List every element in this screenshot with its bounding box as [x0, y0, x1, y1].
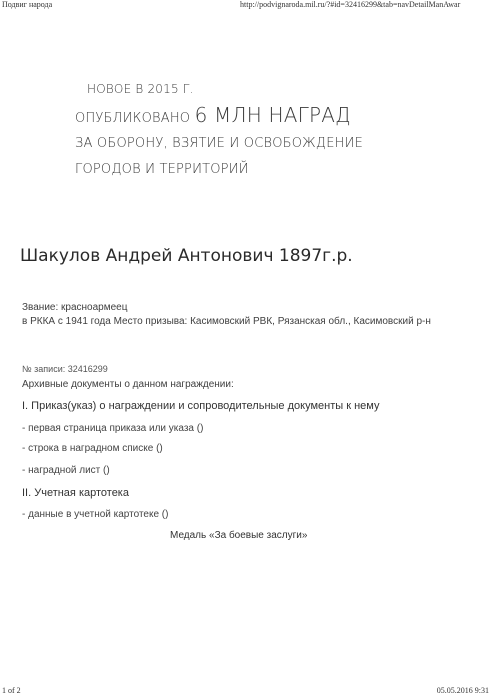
- doc-link-order-first-page[interactable]: - первая страница приказа или указа (): [22, 423, 204, 434]
- doc-link-award-list-line[interactable]: - строка в наградном списке (): [22, 443, 163, 454]
- record-number: № записи: 32416299: [22, 364, 108, 374]
- print-header-url: http://podvignaroda.mil.ru/?#id=32416299&tab=navDetailManAwar: [240, 0, 461, 9]
- banner-published-prefix: ОПУБЛИКОВАНО: [75, 111, 195, 126]
- doc-link-award-sheet[interactable]: - наградной лист (): [22, 465, 110, 476]
- archive-heading: Архивные документы о данном награждении:: [22, 379, 234, 390]
- person-name: Шакулов Андрей Антонович 1897г.р.: [20, 246, 353, 266]
- banner-new-in-2015: НОВОЕ В 2015 Г.: [87, 82, 194, 96]
- section-order-title: I. Приказ(указ) о награждении и сопроводительные документы к нему: [22, 400, 380, 412]
- doc-link-card-index-data[interactable]: - данные в учетной картотеке (): [22, 509, 169, 520]
- banner-awards-count: 6 МЛН НАГРАД: [194, 103, 351, 127]
- section-card-index-title: II. Учетная картотека: [22, 487, 129, 499]
- print-footer-timestamp: 05.05.2016 9:31: [436, 686, 489, 695]
- banner-defense-line: ЗА ОБОРОНУ, ВЗЯТИЕ И ОСВОБОЖДЕНИЕ: [75, 136, 364, 151]
- rank-line: Звание: красноармеец: [22, 302, 128, 313]
- banner-territories-line: ГОРОДОВ И ТЕРРИТОРИЙ: [75, 162, 249, 177]
- medal-name: Медаль «За боевые заслуги»: [170, 530, 308, 541]
- print-footer-page: 1 of 2: [2, 686, 21, 695]
- print-header-title: Подвиг народа: [2, 0, 53, 9]
- service-line: в РККА с 1941 года Место призыва: Касимовский РВК, Рязанская обл., Касимовский р-н: [22, 316, 431, 327]
- banner-published: [75, 103, 351, 127]
